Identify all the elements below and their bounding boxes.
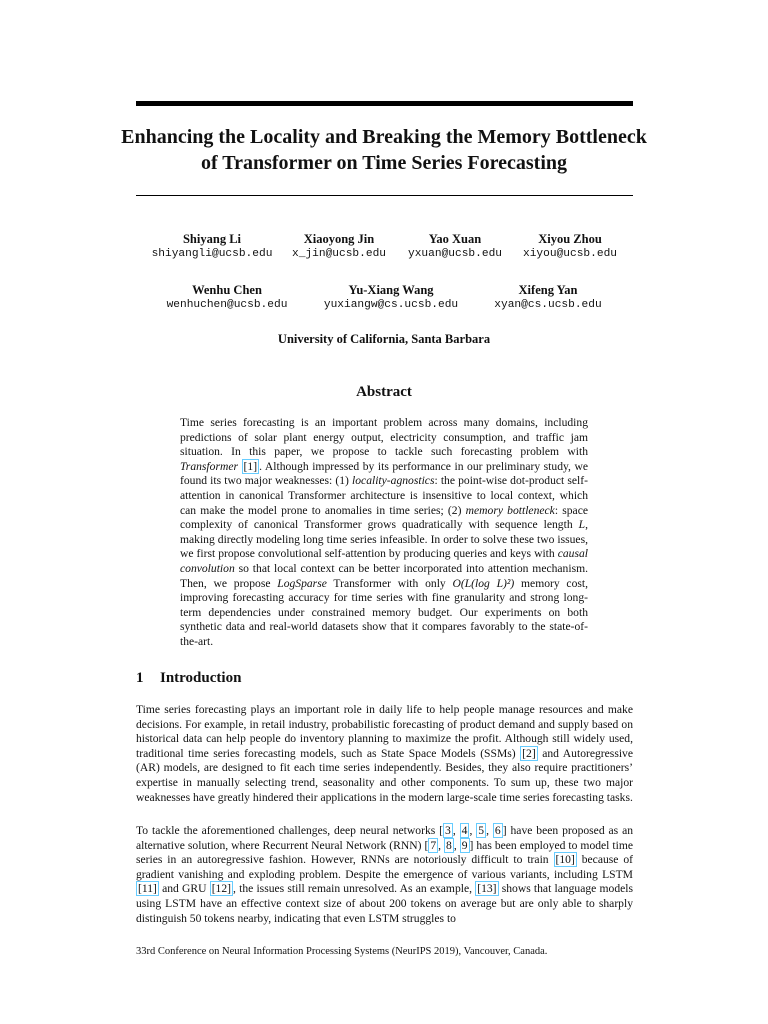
citation-link[interactable]: 4 xyxy=(461,824,468,837)
author-email: x_jin@ucsb.edu xyxy=(292,248,386,260)
abstract-fragment: memory cost, improving forecasting accuracy for time series with fine granularity and strong long-term dependencies under constrained memory budget. Our experiments on both synthetic data and real-world datasets show that it compares favorably to the state-of-the-art. xyxy=(180,576,589,648)
abstract-fragment: so that local context can be better incorporated into attention mechanism. Then, we propose xyxy=(180,561,588,590)
section-number: 1 xyxy=(136,670,144,686)
abstract-emphasis: locality-agnostics xyxy=(352,474,435,488)
author-name: Shiyang Li xyxy=(182,232,241,246)
abstract-emphasis: Transformer xyxy=(180,459,238,473)
section-heading xyxy=(136,670,241,687)
body-fragment: have been proposed as an alternative solution, where Recurrent Neural Network (RNN) xyxy=(136,824,634,852)
author-email: wenhuchen@ucsb.edu xyxy=(166,299,288,311)
conference-footnote: 33rd Conference on Neural Information Processing Systems (NeurIPS 2019), Vancouver, Canada. xyxy=(136,946,548,957)
abstract-heading: Abstract xyxy=(356,384,412,400)
body-fragment: has been employed to model time series in an autoregressive fashion. However, RNNs are notoriously difficult to train xyxy=(136,838,633,867)
citation-link[interactable]: [13] xyxy=(477,882,497,896)
title-bottom-rule xyxy=(136,195,633,196)
abstract-text xyxy=(180,416,588,650)
abstract-fragment: : the point-wise dot-product self-attention in canonical Transformer architecture is insensitive to local context, which can make the model prone to anomalies in time series; (2) xyxy=(180,474,588,517)
author-name: Yu-Xiang Wang xyxy=(348,283,434,297)
citation-link[interactable]: 6 xyxy=(494,824,501,837)
author-email: xyan@cs.ucsb.edu xyxy=(494,299,602,311)
author-block xyxy=(463,282,633,313)
citation-link[interactable]: [1] xyxy=(243,459,258,473)
citation-link[interactable]: [12] xyxy=(211,882,232,896)
author-email: shiyangli@ucsb.edu xyxy=(151,248,273,260)
citation-link[interactable]: 9 xyxy=(461,838,468,852)
abstract-fragment: : space complexity of canonical Transformer grows quadratically with sequence length xyxy=(180,503,588,532)
citation-link[interactable]: 3 xyxy=(445,824,451,837)
author-block xyxy=(142,282,312,313)
section-title: Introduction xyxy=(160,670,242,686)
abstract-emphasis: LogSparse xyxy=(277,576,327,590)
intro-paragraph-2: To tackle the aforementioned challenges, deep neural networks [ 3 , 4 , 5 , 6 ] have been proposed as an alternative solution, where Recurrent Neural Network (RNN) [ 7 , 8 , 9 ] has been employed to model time series in an autoregressive fashion. However, RNNs are notoriously difficult to train [10] because of gradient vanishing and exploding problem. Despite the emergence of various variants, including LSTM [11] and GRU [12] , the issues still remain unresolved. As an example, [13] shows that language models using LSTM have an effective context size of about 200 tokens on average but are only able to sharply distinguish 50 tokens nearby, indicating that even LSTM struggles to xyxy=(136,824,634,925)
abstract-fragment: . Although impressed by its performance in our preliminary study, we found its two major weaknesses: (1) xyxy=(180,459,588,488)
citation-link[interactable]: [11] xyxy=(138,882,157,896)
author-name: Xifeng Yan xyxy=(518,283,578,297)
citation-link[interactable]: 7 xyxy=(430,838,437,852)
math-variable: L xyxy=(578,518,586,532)
abstract-fragment: Time series forecasting is an important problem across many domains, including predictions of solar plant energy output, electricity consumption, and traffic jam situation. In this paper, we propose to tackle such forecasting problem with xyxy=(180,416,588,459)
intro-paragraph-1 xyxy=(136,703,633,805)
citation-link[interactable]: 5 xyxy=(478,824,485,837)
author-block xyxy=(485,231,655,262)
author-name: Xiaoyong Jin xyxy=(303,232,375,246)
abstract-emphasis: causal convolution xyxy=(180,547,588,575)
abstract-fragment: Transformer with only xyxy=(326,576,453,590)
author-name: Yao Xuan xyxy=(428,232,482,246)
math-expression: O(L(log L)²) xyxy=(452,576,515,590)
title-top-rule xyxy=(136,101,633,106)
author-email: yuxiangw@cs.ucsb.edu xyxy=(323,299,459,311)
body-fragment: Time series forecasting plays an important role in daily life to help people manage resources and make decisions. For example, in retail industry, probabilistic forecasting of product demand and supply based on historical data can help people do inventory planning to maximize the profit. Although still widely used, traditional time series forecasting models, such as State Space Models (SSMs) xyxy=(136,703,633,760)
body-fragment: and Autoregressive (AR) models, are designed to fit each time series independently. Besides, they also require practitioners’ expertise in manually selecting trend, seasonality and other components. To sum up, these two major weaknesses have greatly hindered their applications in the modern large-scale time series forecasting tasks. xyxy=(136,746,633,804)
citation-link[interactable]: 8 xyxy=(446,838,452,852)
author-email: xiyou@ucsb.edu xyxy=(523,248,617,260)
citation-link[interactable]: [2] xyxy=(522,746,536,760)
author-email: yxuan@ucsb.edu xyxy=(408,248,502,260)
body-fragment: because of gradient vanishing and exploding problem. Despite the emergence of various variants, including LSTM xyxy=(136,853,633,881)
affiliation: University of California, Santa Barbara xyxy=(277,332,491,346)
body-fragment: To tackle the aforementioned challenges, deep neural networks xyxy=(136,824,440,837)
body-fragment: shows that language models using LSTM have an effective context size of about 200 tokens on average but are only able to sharply distinguish 50 tokens nearby, indicating that even LSTM struggles to xyxy=(136,882,634,925)
abstract-emphasis: memory bottleneck xyxy=(465,503,555,517)
paper-title: Enhancing the Locality and Breaking the Memory Bottleneck of Transformer on Time Series Forecasting xyxy=(121,126,647,174)
citation-link[interactable]: [10] xyxy=(555,853,575,867)
author-name: Wenhu Chen xyxy=(192,283,262,297)
abstract-fragment: , making directly modeling long time series infeasible. In order to solve these two issues, we first propose convolutional self-attention by producing queries and keys with xyxy=(180,518,588,561)
author-block xyxy=(306,282,476,313)
body-fragment: , the issues still remain unresolved. As an example, xyxy=(233,882,476,896)
body-fragment: and GRU xyxy=(158,882,210,896)
author-name: Xiyou Zhou xyxy=(538,232,602,246)
